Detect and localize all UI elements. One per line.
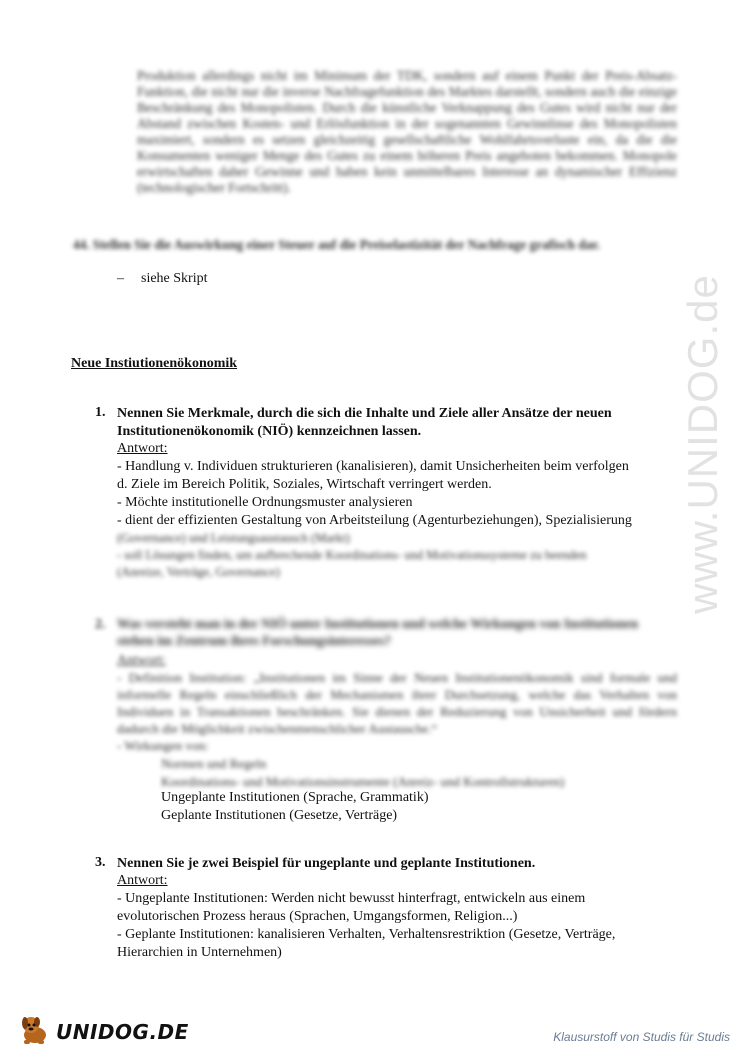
skript-text: siehe Skript <box>141 271 208 286</box>
effects-heading: - Wirkungen von: <box>117 738 209 753</box>
question-number: 3. <box>95 855 106 870</box>
logo-text: UNIDOG.DE <box>56 1019 189 1044</box>
question-3-text: Nennen Sie je zwei Beispiel für ungeplante und geplante Institutionen. <box>117 856 536 871</box>
question-number: 2. <box>95 617 106 632</box>
answer-line: - dient der effizienten Gestaltung von Arbeitsteilung (Agenturbeziehungen), Spezialisierung <box>117 513 632 528</box>
answer-line: d. Ziele im Bereich Politik, Soziales, Wirtschaft verringert werden. <box>117 477 492 492</box>
effects-blurred-list <box>161 755 564 791</box>
answer-line: - Handlung v. Individuen strukturieren (kanalisieren), damit Unsicherheiten beim verfolgen <box>117 459 629 474</box>
unidog-logo <box>18 1013 189 1050</box>
blurred-paragraph: Produktion allerdings nicht im Minimum der TDK, sondern auf einem Punkt der Preis-Absatz-Funktion, die nicht nur die inverse Nachfragefunktion des Marktes darstellt, sondern auch die einzige Beschränkung des Monopolisten. Durch die künstliche Verknappung des Gutes wird nicht nur der Abstand zwischen Kosten- und Erlösfunktion in der sogenannten Gewinnlinse des Monopolisten maximiert, sondern es setzen gleichzeitig gesellschaftliche Wohlfahrtsverluste ein, da die die Konsumenten weniger Menge des Gutes zu einem höheren Preis angeboten bekommen. Monopole erwirtschaften daher Gewinne und haben kein unmittelbares Interesse an dynamischer Effizienz (technologischer Fortschritt). <box>137 68 677 195</box>
question-1-text: Nennen Sie Merkmale, durch die sich die Inhalte und Ziele aller Ansätze der neuen Institutionenökonomik (NIÖ) kennzeichnen lassen. <box>117 406 612 439</box>
watermark: www.UNIDOG.de <box>679 274 726 614</box>
answer-line: - Ungeplante Institutionen: Werden nicht bewusst hinterfragt, entwickeln aus einem <box>117 891 586 906</box>
footer-slogan: Klausurstoff von Studis für Studis <box>553 1030 730 1044</box>
dog-icon <box>18 1013 52 1050</box>
effects-item: Geplante Institutionen (Gesetze, Verträge) <box>161 808 398 823</box>
skript-reference <box>117 271 208 287</box>
question-2-text: Was versteht man in der NIÖ unter Institutionen und welche Wirkungen von Institutionen stehen im Zentrum ihres Forschungsinteresses? <box>117 616 639 648</box>
answer-line: - Möchte institutionelle Ordnungsmuster analysieren <box>117 495 413 510</box>
dash-bullet: – <box>117 271 124 286</box>
answer-1-lines <box>117 458 632 581</box>
answer-line: - Geplante Institutionen: kanalisieren Verhalten, Verhaltensrestriktion (Gesetze, Verträge, <box>117 927 616 942</box>
answer-label: Antwort: <box>117 652 166 667</box>
effects-clear-list <box>161 789 428 825</box>
answer-line: Hierarchien in Unternehmen) <box>117 945 282 960</box>
answer-line: evolutorischen Prozess heraus (Sprachen, Umgangsformen, Religion...) <box>117 909 518 924</box>
section-title: Neue Instiutionenökonomik <box>71 356 238 371</box>
blurred-line: - soll Lösungen finden, um aufbrechende Koordinations- und Motivationssysteme zu beenden <box>117 548 587 562</box>
blurred-line: (Governance) und Leistungsaustausch (Markt) <box>117 531 350 545</box>
answer-label: Antwort: <box>117 441 168 456</box>
definition-text: - Definition Institution: „Institutionen im Sinne der Neuen Institutionenökonomik sind formale und informelle Regeln einschließlich der Mechanismen ihrer Durchsetzung, welche das Verhalten von Individuen in Transaktionen beschränken. Sie dienen der Reduzierung von Unsicherheit und fördern dadurch die Möglichkeit zwischenmenschlicher Austausche.“ <box>117 670 677 736</box>
effects-item: Normen und Regeln <box>161 756 267 771</box>
question-number: 1. <box>95 405 106 420</box>
answer-3-lines <box>117 890 615 962</box>
answer-label: Antwort: <box>117 873 168 888</box>
effects-item: Ungeplante Institutionen (Sprache, Grammatik) <box>161 790 429 805</box>
blurred-line: (Anreize, Verträge, Governance) <box>117 565 280 579</box>
effects-item: Koordinations- und Motivationsinstrumente (Anreiz- und Kontrollstrukturen) <box>161 774 565 789</box>
question-44: 44. Stellen Sie die Auswirkung einer Steuer auf die Preiselastizität der Nachfrage grafisch dar. <box>73 237 601 252</box>
